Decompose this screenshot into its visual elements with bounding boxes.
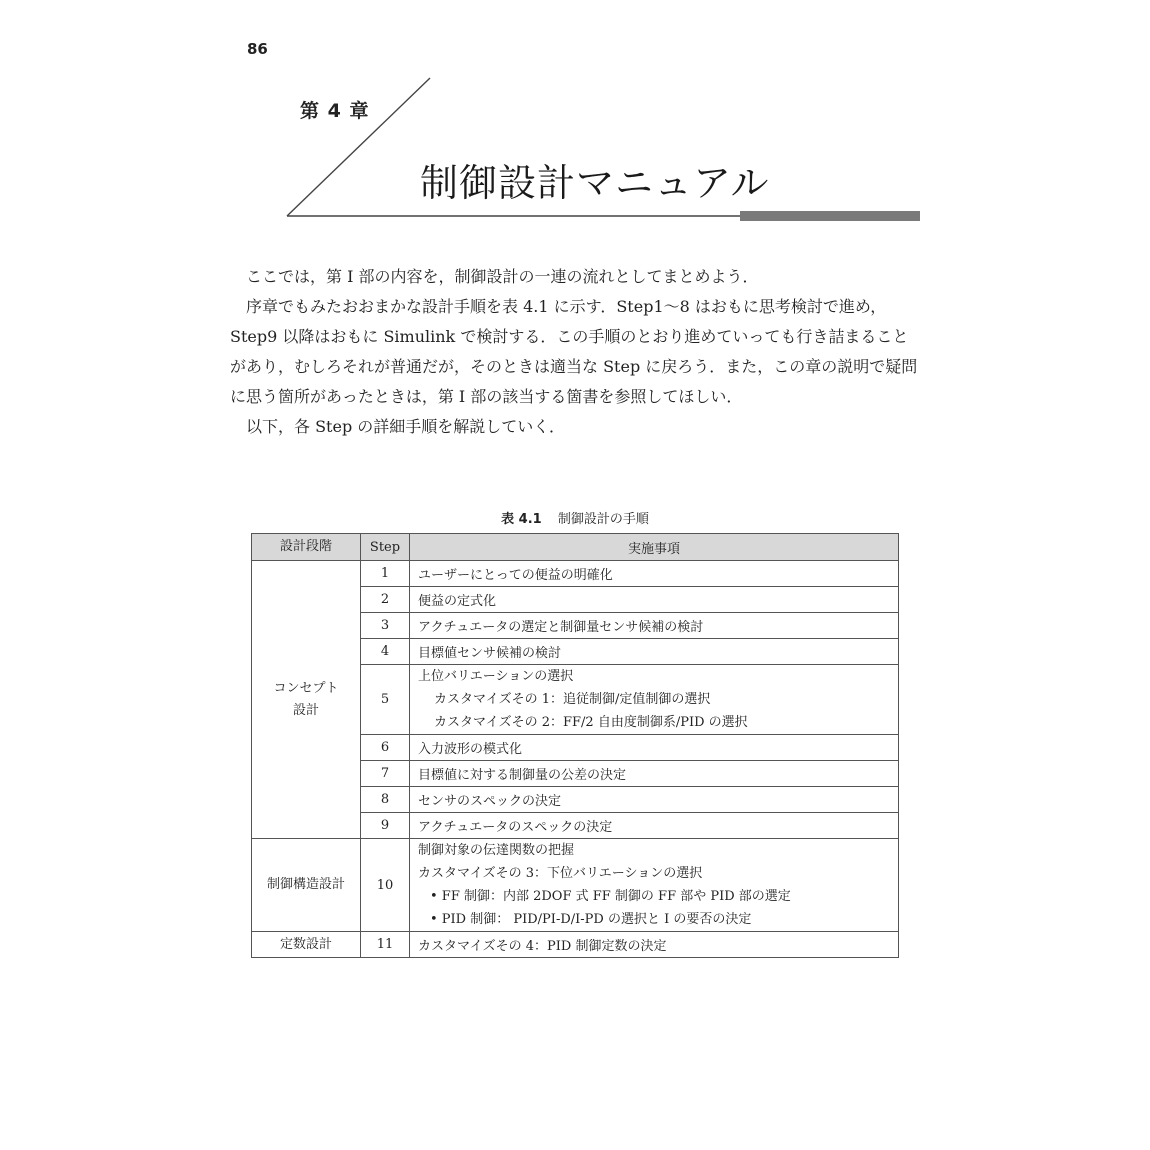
step-description bbox=[410, 665, 899, 735]
step-number: 5 bbox=[361, 665, 410, 735]
step-description: ユーザーにとっての便益の明確化 bbox=[410, 561, 899, 587]
step-number: 7 bbox=[361, 761, 410, 787]
step-description-line: カスタマイズその 2：FF/2 自由度制御系/PID の選択 bbox=[434, 715, 748, 730]
table-header-row bbox=[252, 534, 899, 561]
step-description: カスタマイズその 4：PID 制御定数の決定 bbox=[410, 932, 899, 958]
step-number: 10 bbox=[361, 839, 410, 932]
step-description: 便益の定式化 bbox=[410, 587, 899, 613]
design-steps-table bbox=[251, 533, 899, 958]
table-caption-label: 表 4.1 bbox=[501, 512, 542, 527]
table-row bbox=[252, 839, 899, 932]
paragraph: ここでは，第 I 部の内容を，制御設計の一連の流れとしてまとめよう． bbox=[246, 267, 759, 286]
body-text bbox=[230, 262, 920, 442]
step-description: 入力波形の模式化 bbox=[410, 735, 899, 761]
step-description: アクチュエータの選定と制御量センサ候補の検討 bbox=[410, 613, 899, 639]
header-phase: 設計段階 bbox=[252, 534, 361, 561]
header-action: 実施事項 bbox=[410, 534, 899, 561]
page-number: 86 bbox=[247, 40, 268, 58]
phase-label: コンセプト bbox=[273, 680, 339, 696]
phase-label: 設計 bbox=[292, 702, 319, 718]
step-description-line: • PID 制御： PID/PI-D/I-PD の選択と I の要否の決定 bbox=[430, 912, 752, 927]
chapter-title: 制御設計マニュアル bbox=[420, 161, 770, 205]
header-step: Step bbox=[361, 534, 410, 561]
step-description: 目標値センサ候補の検討 bbox=[410, 639, 899, 665]
chapter-number: 第 4 章 bbox=[300, 100, 370, 122]
chapter-header-decoration bbox=[0, 0, 1150, 260]
phase-structure-cell: 制御構造設計 bbox=[252, 839, 361, 932]
table-caption-text: 制御設計の手順 bbox=[557, 512, 649, 527]
step-description: アクチュエータのスペックの決定 bbox=[410, 813, 899, 839]
table-row bbox=[252, 561, 899, 587]
phase-constant-cell: 定数設計 bbox=[252, 932, 361, 958]
step-description-line: 制御対象の伝達関数の把握 bbox=[418, 843, 575, 858]
table-caption bbox=[230, 508, 920, 527]
step-description: センサのスペックの決定 bbox=[410, 787, 899, 813]
step-description-line: カスタマイズその 3：下位バリエーションの選択 bbox=[418, 866, 703, 881]
step-number: 1 bbox=[361, 561, 410, 587]
step-number: 8 bbox=[361, 787, 410, 813]
step-description-line: カスタマイズその 1：追従制御/定值制御の選択 bbox=[434, 692, 711, 707]
paragraph: 序章でもみたおおまかな設計手順を表 4.1 に示す．Step1～8 はおもに思考検討で進め，Step9 以降はおもに Simulink で検討する．この手順のとおり進めていっても行き詰まることがあり，むしろそれが普通だが，そのときは適当な Step に戻ろう．また，この章の説明で疑問に思う箇所があったときは，第 I 部の該当する箇書を参照してほしい． bbox=[230, 297, 918, 406]
step-number: 4 bbox=[361, 639, 410, 665]
step-description-line: 上位バリエーションの選択 bbox=[418, 669, 574, 684]
table-row bbox=[252, 932, 899, 958]
step-number: 6 bbox=[361, 735, 410, 761]
chapter-accent-bar bbox=[740, 211, 920, 221]
step-description-line: • FF 制御：内部 2DOF 式 FF 制御の FF 部や PID 部の選定 bbox=[430, 889, 791, 904]
step-description: 目標値に対する制御量の公差の決定 bbox=[410, 761, 899, 787]
step-number: 3 bbox=[361, 613, 410, 639]
phase-concept-cell bbox=[252, 561, 361, 839]
step-description bbox=[410, 839, 899, 932]
step-number: 11 bbox=[361, 932, 410, 958]
step-number: 2 bbox=[361, 587, 410, 613]
paragraph: 以下，各 Step の詳細手順を解説していく． bbox=[246, 417, 565, 436]
step-number: 9 bbox=[361, 813, 410, 839]
